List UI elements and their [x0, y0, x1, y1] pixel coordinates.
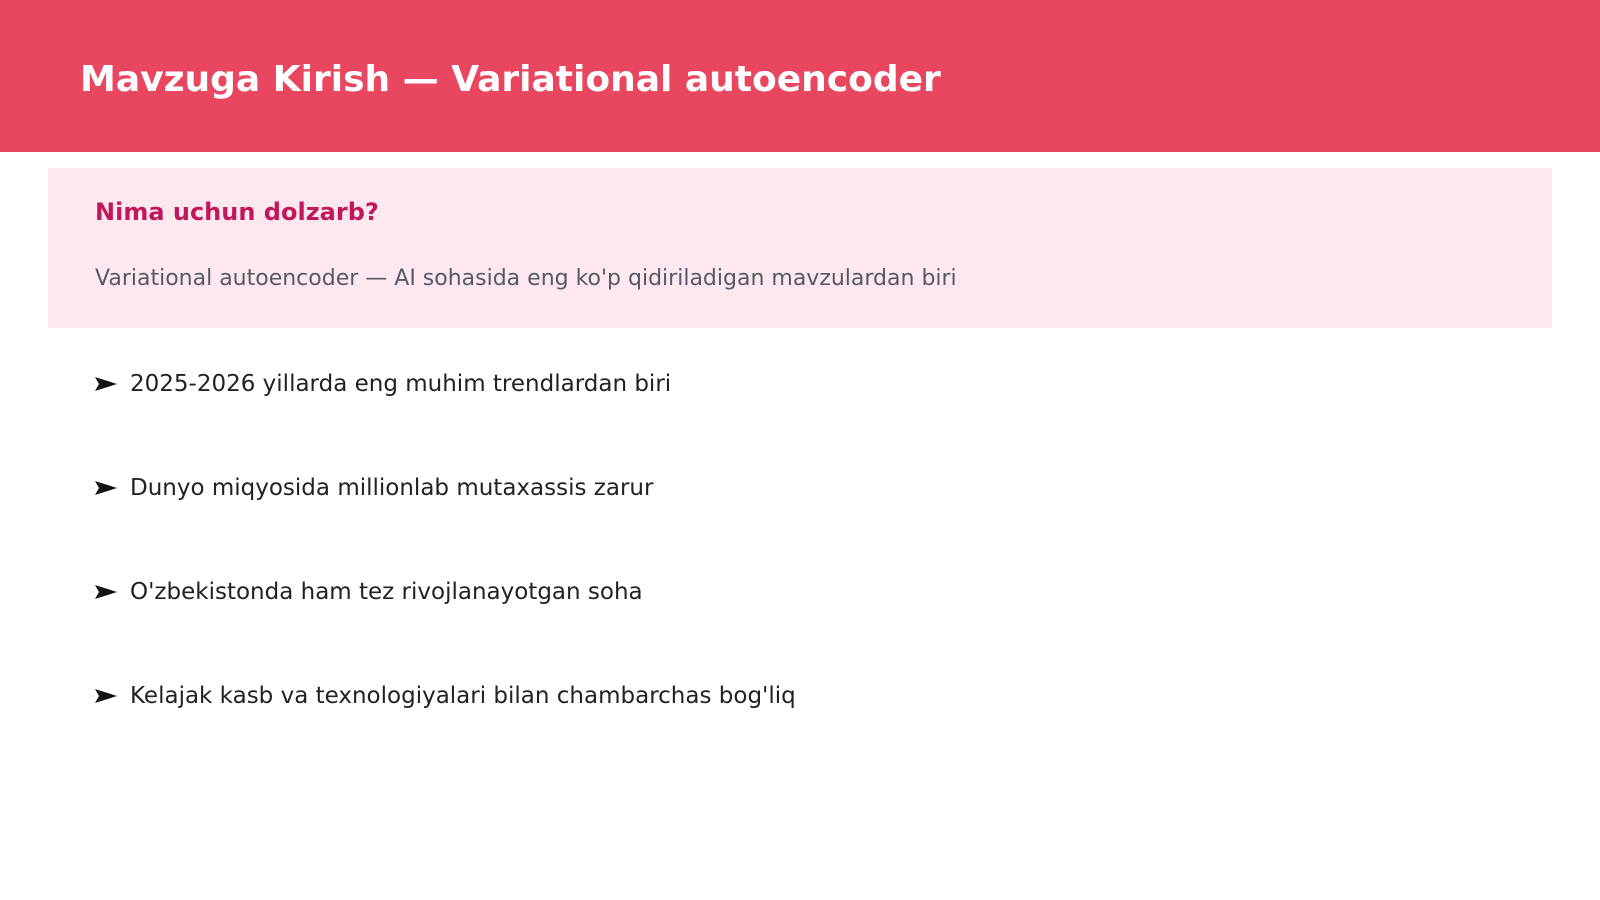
- bullet-item: [94, 470, 796, 506]
- bullet-item: [94, 366, 796, 402]
- bullet-text: 2025-2026 yillarda eng muhim trendlardan biri: [130, 371, 672, 397]
- bullet-text: Kelajak kasb va texnologiyalari bilan chambarchas bog'liq: [130, 683, 796, 709]
- slide-header: [0, 0, 1600, 152]
- callout-box: [48, 168, 1552, 328]
- bullet-text: Dunyo miqyosida millionlab mutaxassis zarur: [130, 475, 654, 501]
- arrow-right-icon: [94, 480, 118, 496]
- bullet-item: [94, 678, 796, 714]
- bullet-item: [94, 574, 796, 610]
- callout-title: Nima uchun dolzarb?: [95, 198, 379, 226]
- bullet-list: [94, 366, 796, 782]
- arrow-right-icon: [94, 376, 118, 392]
- slide-title: Mavzuga Kirish — Variational autoencoder: [80, 59, 941, 100]
- arrow-right-icon: [94, 584, 118, 600]
- arrow-right-icon: [94, 688, 118, 704]
- callout-text: Variational autoencoder — AI sohasida eng ko'p qidiriladigan mavzulardan biri: [95, 266, 957, 291]
- bullet-text: O'zbekistonda ham tez rivojlanayotgan soha: [130, 579, 643, 605]
